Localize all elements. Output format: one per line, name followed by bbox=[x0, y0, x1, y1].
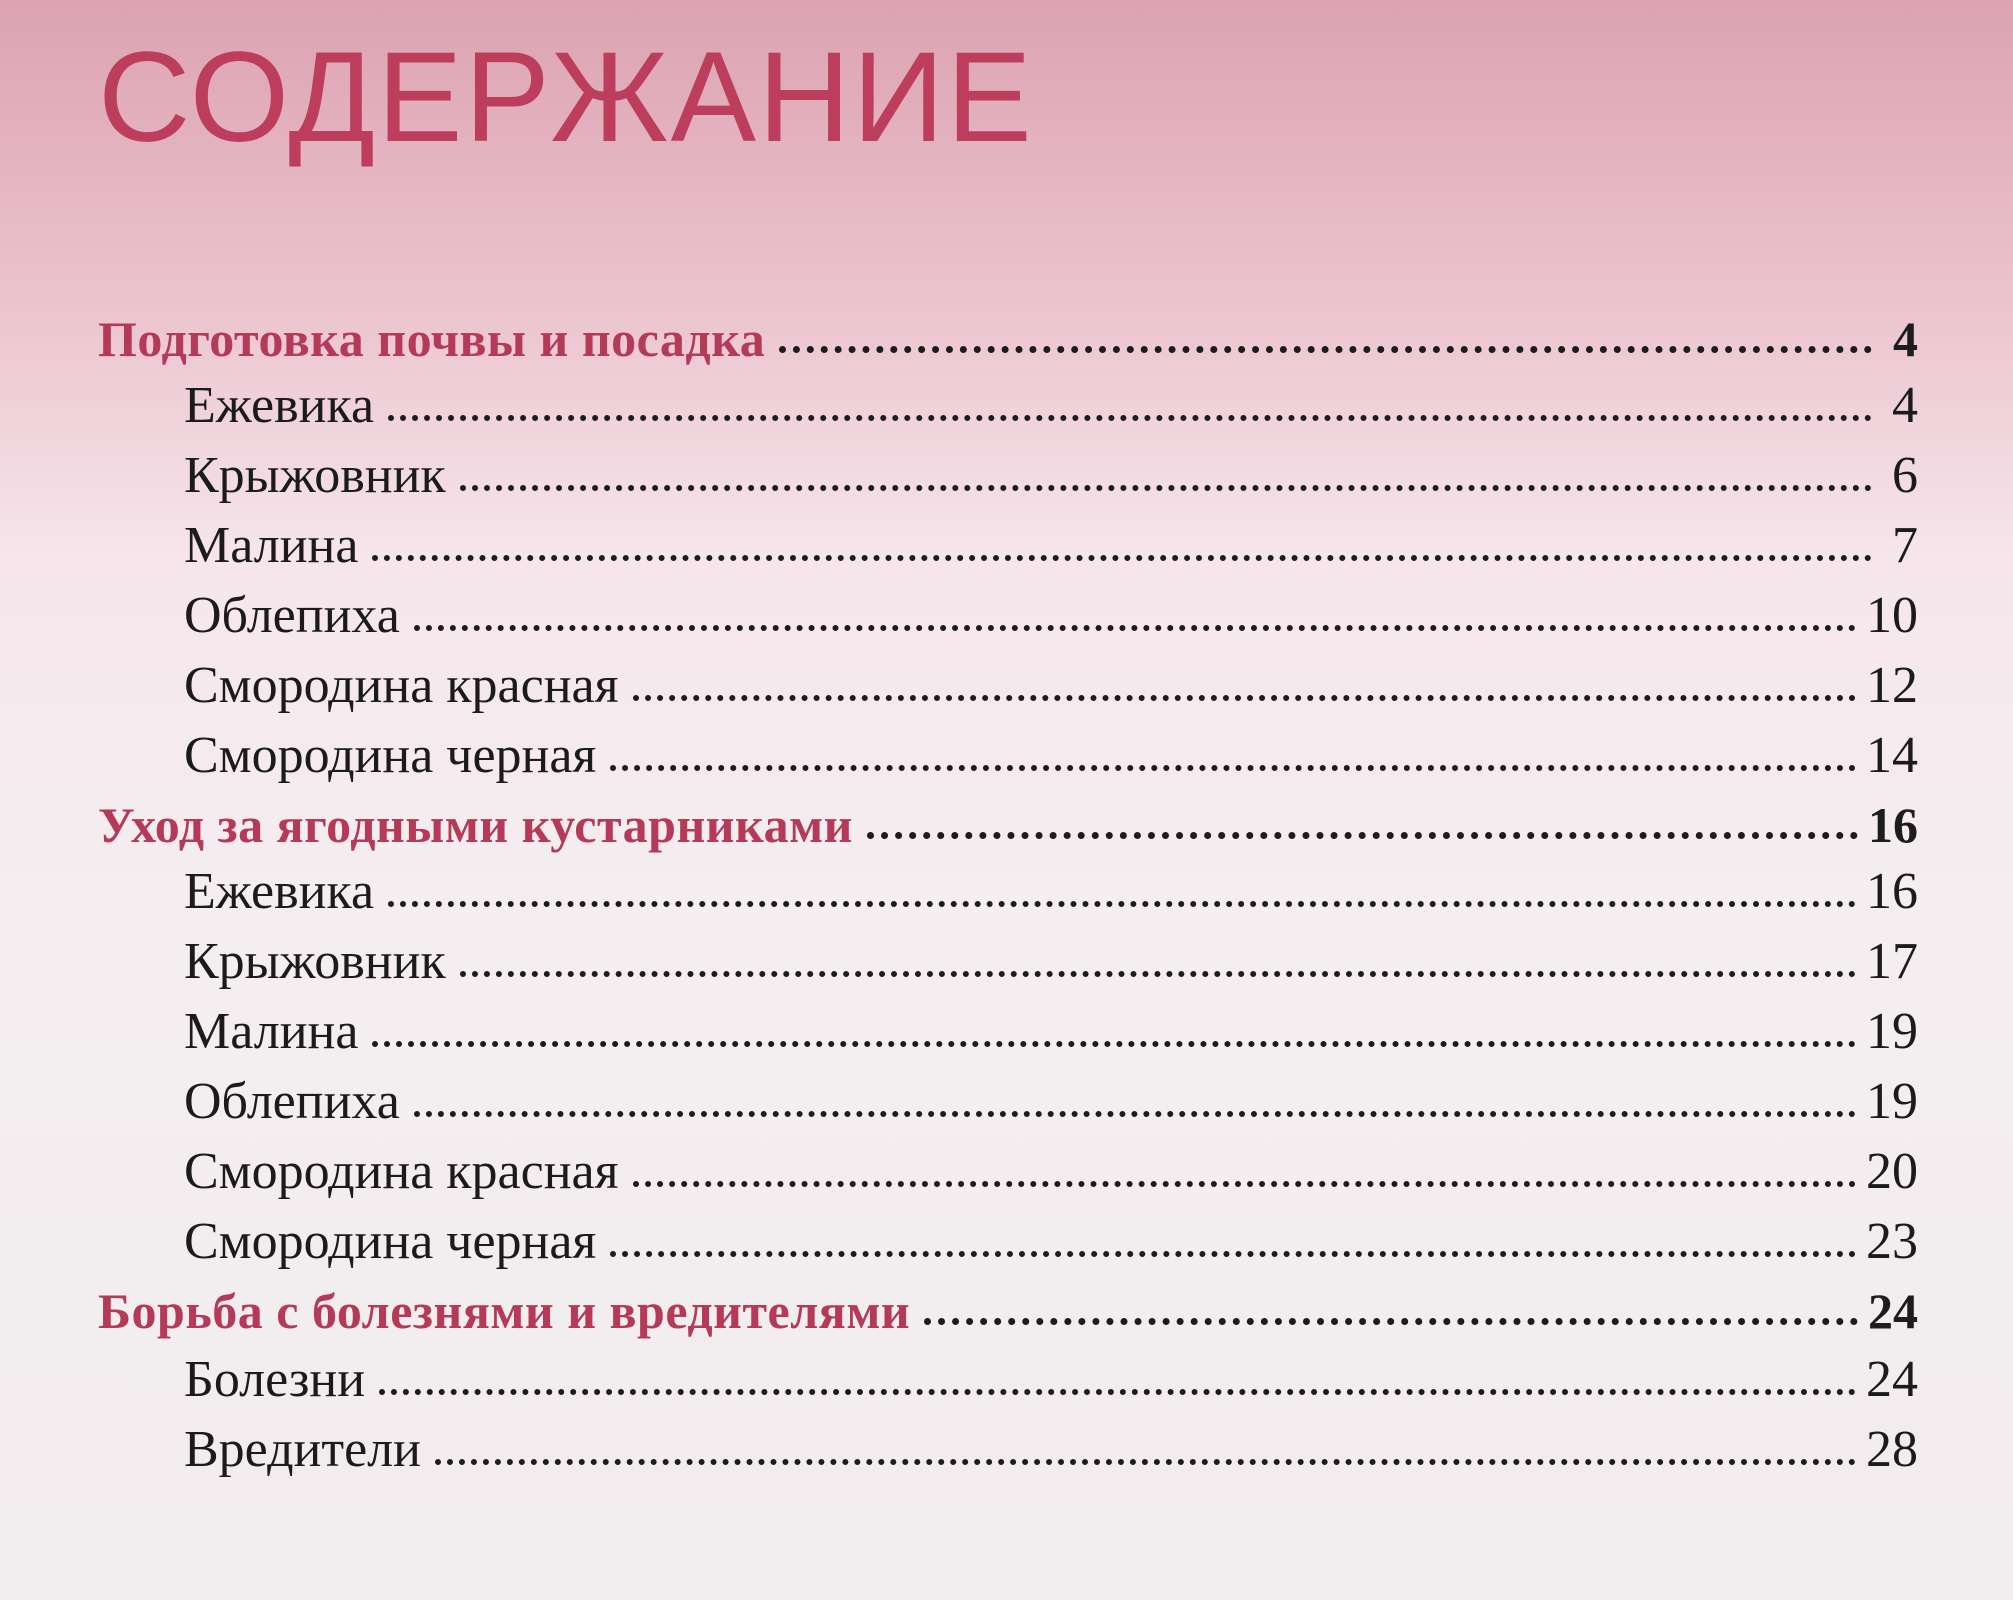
page-title: СОДЕРЖАНИЕ bbox=[98, 26, 1034, 169]
toc-page-number: 14 bbox=[1866, 727, 1918, 784]
toc-section-title: Уход за ягодными кустарниками bbox=[98, 797, 853, 853]
toc-page-number: 19 bbox=[1866, 1073, 1918, 1130]
toc-leader-dots bbox=[414, 613, 1856, 631]
toc-item-title: Ежевика bbox=[184, 377, 375, 434]
toc-page-number: 24 bbox=[1866, 1351, 1918, 1408]
toc-item[interactable] bbox=[98, 986, 1918, 1058]
toc-leader-dots bbox=[633, 1169, 1856, 1187]
toc-section-title: Подготовка почвы и посадка bbox=[98, 311, 766, 367]
toc-leader-dots bbox=[867, 820, 1858, 839]
toc-leader-dots bbox=[414, 1099, 1856, 1117]
toc-item[interactable] bbox=[98, 430, 1918, 502]
toc-leader-dots bbox=[435, 1447, 1856, 1465]
toc-item-title: Ежевика bbox=[184, 863, 375, 920]
toc-leader-dots bbox=[372, 543, 1872, 561]
toc-page-number: 20 bbox=[1866, 1143, 1918, 1200]
toc-item[interactable] bbox=[98, 640, 1918, 712]
toc-item[interactable] bbox=[98, 916, 1918, 988]
toc-item[interactable] bbox=[98, 360, 1918, 432]
toc-section[interactable] bbox=[98, 1264, 1918, 1339]
toc-leader-dots bbox=[460, 473, 1872, 491]
toc-page-number: 12 bbox=[1866, 657, 1918, 714]
toc-leader-dots bbox=[633, 683, 1856, 701]
toc-item[interactable] bbox=[98, 500, 1918, 572]
toc-page-number: 6 bbox=[1892, 447, 1918, 504]
toc-page-number: 24 bbox=[1868, 1283, 1918, 1339]
toc-page-number: 7 bbox=[1892, 517, 1918, 574]
toc-leader-dots bbox=[379, 1377, 1856, 1395]
toc-section[interactable] bbox=[98, 292, 1918, 367]
toc-item-title: Смородина красная bbox=[184, 657, 619, 714]
toc-page-number: 28 bbox=[1866, 1421, 1918, 1478]
toc-leader-dots bbox=[460, 959, 1856, 977]
toc-item-title: Малина bbox=[184, 517, 359, 574]
toc-leader-dots bbox=[388, 403, 1872, 421]
toc-leader-dots bbox=[610, 1239, 1856, 1257]
toc-page-number: 16 bbox=[1866, 863, 1918, 920]
toc-leader-dots bbox=[388, 889, 1856, 907]
toc-item-title: Вредители bbox=[184, 1421, 421, 1478]
toc-item[interactable] bbox=[98, 710, 1918, 782]
toc-item[interactable] bbox=[98, 1056, 1918, 1128]
toc-page-number: 4 bbox=[1892, 377, 1918, 434]
toc-leader-dots bbox=[372, 1029, 1856, 1047]
toc-item[interactable] bbox=[98, 570, 1918, 642]
table-of-contents bbox=[98, 0, 1928, 1600]
toc-leader-dots bbox=[779, 334, 1872, 353]
toc-page-number: 19 bbox=[1866, 1003, 1918, 1060]
toc-item-title: Малина bbox=[184, 1003, 359, 1060]
toc-page-number: 10 bbox=[1866, 587, 1918, 644]
toc-item[interactable] bbox=[98, 1126, 1918, 1198]
toc-item[interactable] bbox=[98, 846, 1918, 918]
toc-leader-dots bbox=[610, 753, 1856, 771]
toc-page-number: 4 bbox=[1893, 311, 1918, 367]
toc-leader-dots bbox=[924, 1306, 1858, 1325]
toc-item[interactable] bbox=[98, 1404, 1918, 1476]
toc-item[interactable] bbox=[98, 1196, 1918, 1268]
toc-item-title: Крыжовник bbox=[184, 933, 446, 990]
toc-section-title: Борьба с болезнями и вредителями bbox=[98, 1283, 911, 1339]
toc-item-title: Смородина черная bbox=[184, 1213, 597, 1270]
toc-item-title: Облепиха bbox=[184, 1073, 400, 1130]
toc-item-title: Крыжовник bbox=[184, 447, 446, 504]
toc-item-title: Смородина черная bbox=[184, 727, 597, 784]
toc-page-number: 16 bbox=[1868, 797, 1918, 853]
toc-page-number: 23 bbox=[1866, 1213, 1918, 1270]
toc-page-number: 17 bbox=[1866, 933, 1918, 990]
toc-item-title: Болезни bbox=[184, 1351, 366, 1408]
toc-item[interactable] bbox=[98, 1334, 1918, 1406]
toc-item-title: Смородина красная bbox=[184, 1143, 619, 1200]
toc-section[interactable] bbox=[98, 778, 1918, 853]
toc-item-title: Облепиха bbox=[184, 587, 400, 644]
